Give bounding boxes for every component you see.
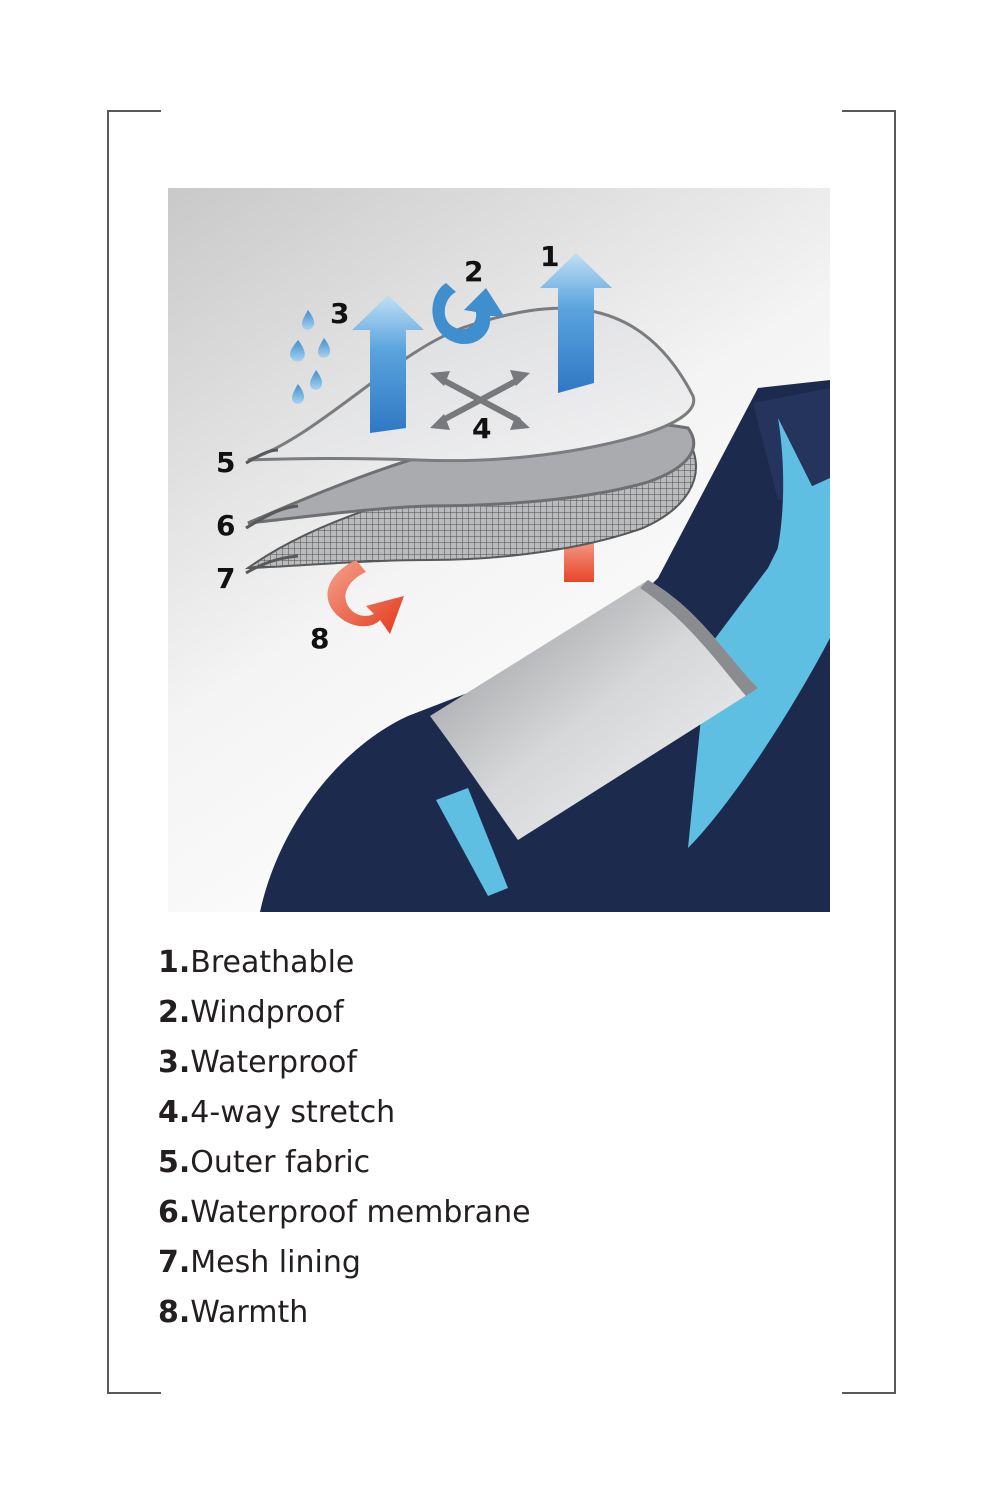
callout-number-8: 8 (310, 622, 330, 655)
frame-bracket-left (107, 110, 161, 1394)
legend-number: 6. (158, 1195, 191, 1230)
legend-item-mesh-lining (158, 1245, 531, 1295)
legend-label: Breathable (190, 945, 355, 980)
legend-item-stretch (158, 1095, 531, 1145)
fabric-layers-diagram (168, 188, 830, 912)
legend-item-windproof (158, 995, 531, 1045)
callout-number-1: 1 (540, 240, 560, 273)
legend-item-waterproof (158, 1045, 531, 1095)
legend-number: 7. (158, 1245, 191, 1280)
legend-item-breathable (158, 945, 531, 995)
legend-item-outer-fabric (158, 1145, 531, 1195)
legend-number: 1. (158, 945, 191, 980)
callout-number-3: 3 (330, 297, 350, 330)
legend-label: Waterproof membrane (190, 1195, 531, 1230)
legend-number: 3. (158, 1045, 191, 1080)
callout-number-5: 5 (216, 446, 236, 479)
callout-number-6: 6 (216, 509, 236, 542)
legend-item-warmth (158, 1295, 531, 1345)
legend-number: 2. (158, 995, 191, 1030)
callout-number-2: 2 (464, 255, 484, 288)
legend-number: 4. (158, 1095, 191, 1130)
legend-label: Mesh lining (190, 1245, 361, 1280)
legend-number: 8. (158, 1295, 191, 1330)
callout-number-7: 7 (216, 562, 236, 595)
legend-label: 4-way stretch (190, 1095, 396, 1130)
legend-label: Waterproof (190, 1045, 357, 1080)
legend-label: Windproof (190, 995, 344, 1030)
features-legend (158, 945, 531, 1345)
legend-label: Outer fabric (190, 1145, 371, 1180)
callout-number-4: 4 (472, 412, 492, 445)
frame-bracket-right (842, 110, 896, 1394)
legend-item-membrane (158, 1195, 531, 1245)
legend-number: 5. (158, 1145, 191, 1180)
legend-label: Warmth (190, 1295, 309, 1330)
